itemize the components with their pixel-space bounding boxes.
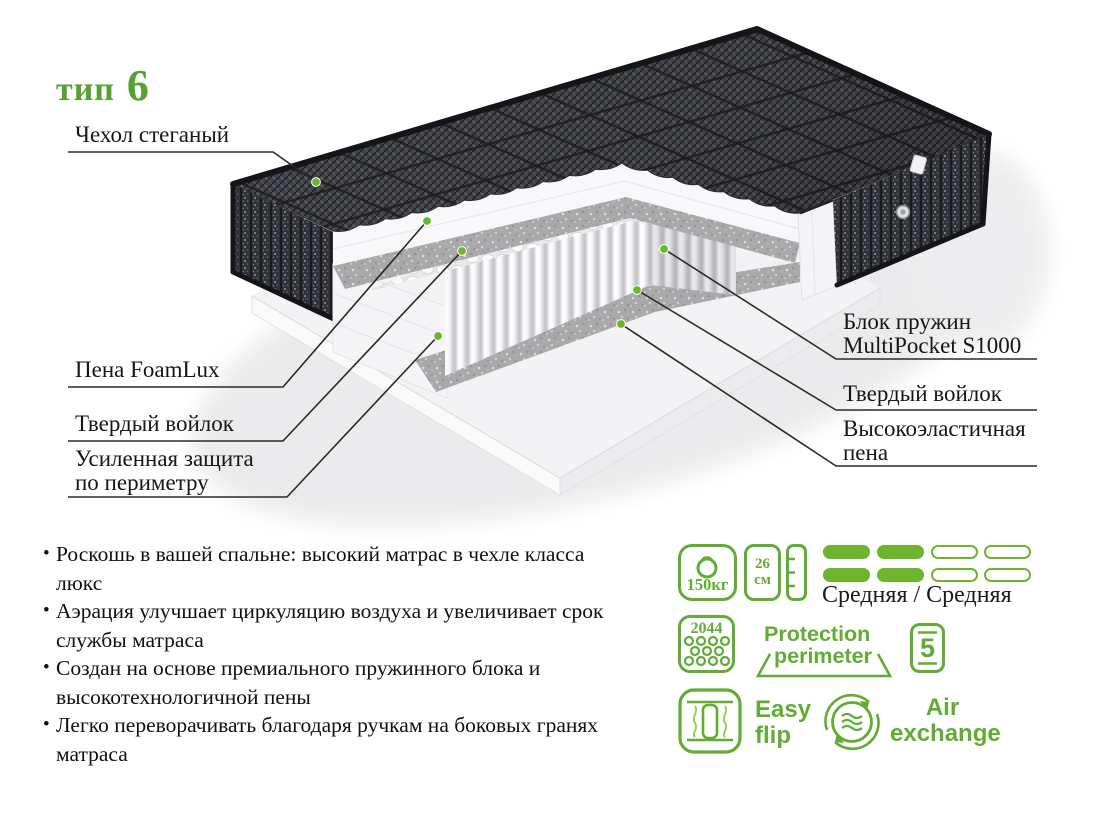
springs-grid-icon [682, 636, 733, 667]
callout-felt-right: Твердый войлок [843, 381, 1002, 406]
air-exchange-icon [818, 688, 886, 756]
feature-item: • Роскошь в вашей спальне: высокий матрас в чехле класса люкс [56, 540, 611, 597]
callout-spring-block: Блок пружин MultiPocket S1000 [843, 309, 1022, 358]
rim-cut-face-right [798, 200, 837, 300]
protection-line2: perimeter [774, 644, 872, 668]
firmness-pill [931, 545, 978, 559]
springs-count-icon [678, 615, 735, 673]
warranty-value: 5 [919, 633, 936, 663]
callout-elastic-foam: Высокоэластичная пена [843, 416, 1026, 465]
firmness-pill [823, 545, 870, 559]
feature-item: • Легко переворачивать благодаря ручкам на боковых гранях матраса [56, 711, 611, 768]
page-title [56, 60, 149, 111]
protection-perimeter-badge [748, 622, 908, 682]
callout-perimeter-protection: Усиленная защита по периметру [75, 446, 254, 495]
firmness-pill [931, 568, 978, 582]
height-icon [744, 544, 781, 601]
feature-item: • Создан на основе премиального пружинного блока и высокотехнологичной пены [56, 654, 611, 711]
warranty-icon [910, 623, 945, 673]
feature-item: • Аэрация улучшает циркуляцию воздуха и увеличивает срок службы матраса [56, 597, 611, 654]
callout-foamlux: Пена FoamLux [75, 357, 220, 382]
firmness-pill [877, 545, 924, 559]
easy-flip-label: Easy flip [755, 696, 812, 749]
ruler-icon [786, 544, 808, 601]
firmness-pill [877, 568, 924, 582]
springs-count-value: 2044 [690, 620, 723, 637]
callout-felt-left: Твердый войлок [75, 411, 234, 436]
height-value: 26 [755, 556, 770, 572]
title-word: тип [56, 71, 115, 108]
firmness-pill [984, 568, 1031, 582]
title-number: 6 [126, 61, 149, 110]
max-load-icon [678, 544, 737, 601]
protection-line1: Protection [764, 622, 871, 646]
firmness-pill [984, 545, 1031, 559]
max-load-value: 150кг [686, 575, 729, 594]
feature-list [42, 540, 611, 768]
firmness-label: Средняя / Средняя [822, 582, 1012, 608]
height-unit: см [754, 572, 771, 588]
callout-cover: Чехол стеганый [75, 122, 230, 147]
easy-flip-icon [678, 688, 742, 754]
firmness-pill [823, 568, 870, 582]
air-exchange-label: Air exchange [890, 694, 1001, 747]
